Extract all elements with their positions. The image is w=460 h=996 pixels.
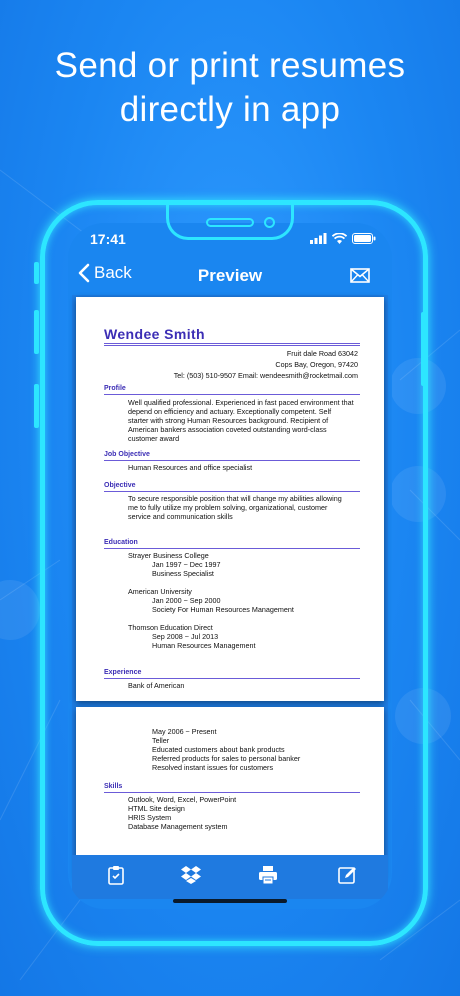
skill-item: HRIS System xyxy=(128,813,172,822)
page-title: Preview xyxy=(197,266,263,285)
dropbox-icon xyxy=(180,865,202,885)
profile-line: Well qualified professional. Experienced in fast paced environment that xyxy=(128,398,354,407)
preview-scroll-area[interactable] xyxy=(72,295,388,855)
section-divider xyxy=(104,548,360,549)
education-dates: Sep 2008 ~ Jul 2013 xyxy=(152,632,219,641)
experience-line: Resolved instant issues for customers xyxy=(152,763,274,772)
education-school: Thomson Education Direct xyxy=(128,623,213,632)
resume-name: Wendee Smith xyxy=(104,326,206,342)
name-divider xyxy=(104,343,360,344)
resume-page-2 xyxy=(76,707,384,877)
skill-item: Outlook, Word, Excel, PowerPoint xyxy=(128,795,237,804)
battery-icon xyxy=(352,233,376,244)
section-heading-profile: Profile xyxy=(104,385,126,392)
name-divider-2 xyxy=(104,345,360,346)
job-objective-text: Human Resources and office specialist xyxy=(128,463,253,472)
education-dates: Jan 2000 ~ Sep 2000 xyxy=(152,596,221,605)
objective-line: me to fully utilize my problem solving, organizational, customer xyxy=(128,503,328,512)
section-heading-job-objective: Job Objective xyxy=(104,451,150,458)
headline-line-2: directly in app xyxy=(119,90,341,129)
phone-speaker xyxy=(206,218,254,227)
resume-contact: Tel: (503) 510-9507 Email: wendeesmith@rocketmail.com xyxy=(173,371,358,380)
education-school: Strayer Business College xyxy=(128,551,209,560)
phone-volume-up-button xyxy=(34,310,39,354)
experience-line: May 2006 ~ Present xyxy=(152,727,217,736)
phone-screen xyxy=(68,223,392,909)
education-detail: Business Specialist xyxy=(152,569,214,578)
phone-volume-down-button xyxy=(34,384,39,428)
experience-line: Educated customers about bank products xyxy=(152,745,285,754)
skill-item: Database Management system xyxy=(128,822,228,831)
phone-side-button xyxy=(34,262,39,284)
wifi-icon xyxy=(332,233,347,244)
resume-address-line-2: Cops Bay, Oregon, 97420 xyxy=(275,360,358,369)
education-school: American University xyxy=(128,587,192,596)
mail-icon xyxy=(350,268,370,283)
profile-line: American bankers association coveted outstanding word-class xyxy=(128,425,327,434)
back-label: Back xyxy=(94,263,132,282)
marketing-headline xyxy=(0,44,460,132)
experience-company: Bank of American xyxy=(128,681,185,690)
education-detail: Human Resources Management xyxy=(152,641,256,650)
profile-line: depend on efficiency and actuary. Exceptionally competent. Self xyxy=(128,407,332,416)
resume-address-line-1: Fruit dale Road 63042 xyxy=(286,349,358,358)
signal-icon xyxy=(310,233,327,244)
phone-power-button xyxy=(421,312,426,386)
bottom-toolbar xyxy=(72,855,388,899)
print-icon xyxy=(258,865,278,885)
objective-line: To secure responsible position that will change my abilities allowing xyxy=(128,494,342,503)
section-heading-objective: Objective xyxy=(104,482,136,489)
section-divider xyxy=(104,792,360,793)
phone-camera xyxy=(264,217,275,228)
skill-item: HTML Site design xyxy=(128,804,185,813)
education-dates: Jan 1997 ~ Dec 1997 xyxy=(152,560,221,569)
section-heading-education: Education xyxy=(104,539,138,546)
experience-line: Referred products for sales to personal banker xyxy=(152,754,301,763)
mail-button[interactable] xyxy=(350,268,370,288)
status-icons xyxy=(310,233,376,244)
section-heading-experience: Experience xyxy=(104,669,142,676)
edit-button[interactable] xyxy=(338,865,358,890)
home-indicator xyxy=(173,899,287,903)
headline-line-1: Send or print resumes xyxy=(54,46,406,85)
resume-page-1 xyxy=(76,297,384,701)
navigation-bar xyxy=(68,261,392,295)
section-divider xyxy=(104,678,360,679)
dropbox-button[interactable] xyxy=(180,865,202,890)
edit-icon xyxy=(338,865,358,885)
clipboard-button[interactable] xyxy=(108,865,124,890)
profile-line: starter with strong Human Resources background. Recipient of xyxy=(128,416,329,425)
education-detail: Society For Human Resources Management xyxy=(152,605,294,614)
section-divider xyxy=(104,491,360,492)
profile-line: customer award xyxy=(128,434,180,443)
section-divider xyxy=(104,394,360,395)
section-divider xyxy=(104,460,360,461)
section-heading-skills: Skills xyxy=(104,783,123,790)
objective-line: service and communication skills xyxy=(128,512,233,521)
print-button[interactable] xyxy=(258,865,278,890)
experience-line: Teller xyxy=(152,736,170,745)
clipboard-icon xyxy=(108,865,124,885)
status-time: 17:41 xyxy=(90,231,126,247)
